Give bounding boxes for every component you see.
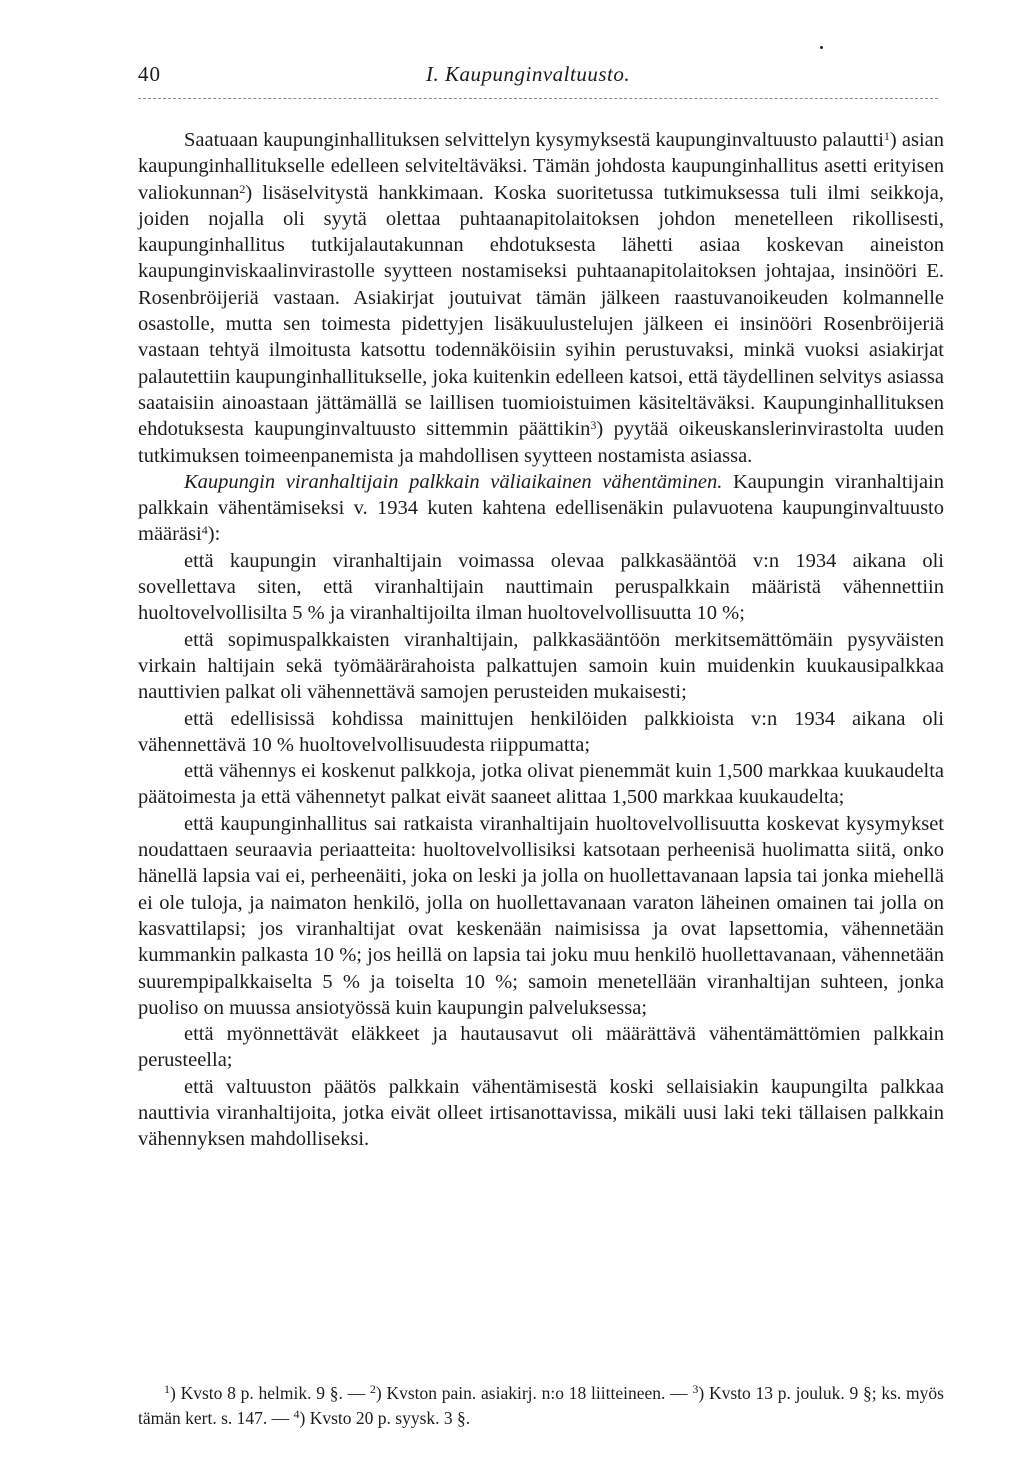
paragraph-salary-reduction: Kaupungin viranhaltijain palkkain väliaikainen vähentäminen. Kaupungin viranhaltijain palkkain vähentämiseksi v. 1934 kuten kahtena edellisenäkin pulavuotena kaupunginvaltuusto määräsi$^4$):: [138, 470, 944, 546]
list-item: että sopimuspalkkaisten viranhaltijain, palkkasääntöön merkitsemättömäin pysyväisten virkain haltijain sekä työmäärärahoista palkattujen samoin kuin muidenkin kuukausipalkkaa nauttivien palkat oli vähennettävä samojen perusteiden mukaisesti;: [138, 628, 944, 704]
list-item: että kaupunginhallitus sai ratkaista viranhaltijain huoltovelvollisuutta koskevat kysymykset noudattaen seuraavia periaatteita: huoltovelvollisiksi katsotaan perheenisä huolimatta siitä, onko hänellä lapsia vai ei, perheenäiti, joka on leski ja jolla on huollettavanaan lapsia tai jonka miehellä ei ole tuloja, ja naimaton henkilö, jolla on huollettavanaan varaton läheinen omainen tai jolla on kasvattilapsi; jos viranhaltijat ovat keskenään naimisissa ja ovat lapsettomia, vähennetään kummankin palkasta 10 %; jos heillä on lapsia tai joku muu henkilö huollettavanaan, vähennetään suurempipalkkaiselta 5 % ja toiselta 10 %; samoin menetellään viranhaltijan suhteen, jonka puoliso on muussa ansiotyössä kuin kaupungin palveluksessa;: [138, 812, 944, 1019]
footnote-mark-1: 1: [164, 1382, 170, 1396]
list-item: että vähennys ei koskenut palkkoja, jotka olivat pienemmät kuin 1,500 markkaa kuukaudelta päätoimesta ja että vähennetyt palkat eivät saaneet alittaa 1,500 markkaa kuukaudelta;: [138, 760, 945, 809]
page-body: [138, 127, 944, 1153]
paragraph-investigation: Saatuaan kaupunginhallituksen selvittelyn kysymyksestä kaupunginvaltuusto palautti$^1$) asian kaupunginhallitukselle edelleen selviteltäväksi. Tämän johdosta kaupunginhallitus asetti erityisen valiokunnan$^2$) lisäselvitystä hankkimaan. Koska suoritetussa tutkimuksessa tuli ilmi seikkoja, joiden nojalla oli syytä olettaa puhtaanapitolaitoksen johdon menetelleen rikollisesti, kaupunginhallitus tutkijalautakunnan ehdotuksesta lähetti asiaa koskevan aineiston kaupunginviskaalinvirastolle syytteen nostamiseksi puhtaanapitolaitoksen johtajaa, insinööri E. Rosenbröijeriä vastaan. Asiakirjat joutuivat tämän jälkeen raastuvanoikeuden kolmannelle osastolle, mutta sen toimesta pidettyjen lisäkuulustelujen jälkeen ei insinööri Rosenbröijeriä vastaan tehtyä ilmoitusta katsottu todennäköisiin syihin perustuvaksi, minkä vuoksi asiakirjat palautettiin kaupunginhallitukselle, joka kuitenkin edelleen katsoi, että täydellinen selvitys asiassa saataisiin ainoastaan jättämällä se laillisen tuomioistuimen käsiteltäväksi. Kaupunginhallituksen ehdotuksesta kaupunginvaltuusto sittemmin päättikin$^3$) pyytää oikeuskanslerinvirastolta uuden tutkimuksen toimeenpanemista ja mahdollisen syytteen nostamista asiassa.: [138, 129, 944, 467]
footnote-mark-3: 3: [692, 1382, 699, 1396]
inline-heading: Kaupungin viranhaltijain palkkain väliaikainen vähentäminen.: [184, 470, 723, 493]
footnote-mark-2: 2: [369, 1382, 376, 1396]
print-speck: [820, 46, 823, 49]
running-title: I. Kaupunginvaltuusto.: [426, 62, 631, 86]
list-item: että valtuuston päätös palkkain vähentämisestä koski sellaisiakin kaupungilta palkkaa nauttivia viranhaltijoita, jotka eivät olleet irtisanottavissa, mikäli uusi laki teki tällaisen palkkain vähennyksen mahdolliseksi.: [138, 1075, 944, 1151]
running-header: [138, 62, 938, 99]
footnotes: [138, 1381, 944, 1431]
footnote-ref-1: 1: [883, 129, 890, 143]
list-item: että kaupungin viranhaltijain voimassa olevaa palkkasääntöä v:n 1934 aikana oli sovellettava siten, että viranhaltijain nauttimain peruspalkkain määristä vähennettiin huoltovelvollisilta 5 % ja viranhaltijoilta ilman huoltovelvollisuutta 10 %;: [138, 549, 944, 625]
footnote-block: $^1$) Kvsto 8 p. helmik. 9 §. — $^2$) Kvston pain. asiakirj. n:o 18 liitteineen. — $^3$) Kvsto 13 p. jouluk. 9 §; ks. myös tämän kert. s. 147. — $^4$) Kvsto 20 p. syysk. 3 §.: [138, 1382, 944, 1428]
list-item: että edellisissä kohdissa mainittujen henkilöiden palkkioista v:n 1934 aikana oli vähennettävä 10 % huoltovelvollisuudesta riippumatta;: [138, 707, 944, 756]
footnote-mark-4: 4: [293, 1407, 300, 1421]
footnote-ref-4: 4: [201, 523, 208, 538]
page-number: 40: [138, 62, 161, 86]
list-item: että myönnettävät eläkkeet ja hautausavut oli määrättävä vähentämättömien palkkain perusteella;: [138, 1023, 944, 1072]
footnote-ref-2: 2: [239, 181, 246, 196]
footnote-ref-3: 3: [590, 418, 597, 433]
